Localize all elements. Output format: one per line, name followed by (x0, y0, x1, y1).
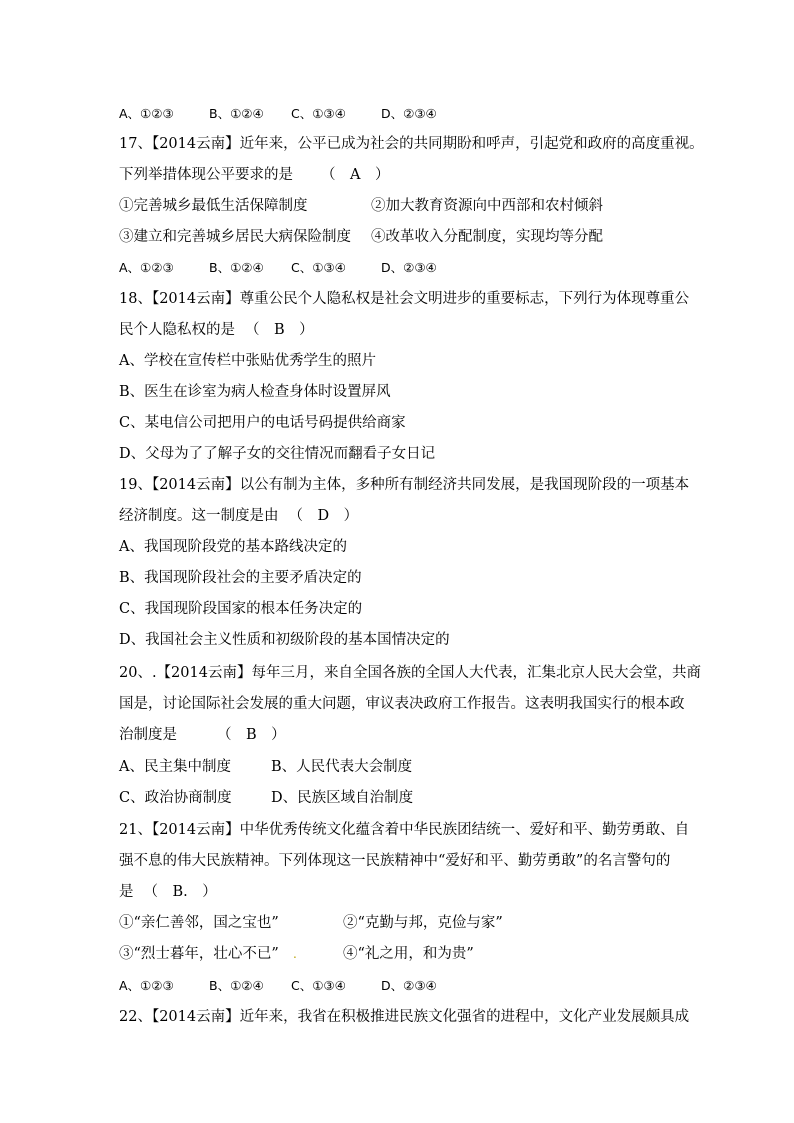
q19-option-b: B、我国现阶段社会的主要矛盾决定的 (119, 570, 362, 586)
q20-option-c: C、政治协商制度 (119, 790, 232, 806)
q17-item4: ④改革收入分配制度，实现均等分配 (371, 229, 603, 245)
q17-option-d: D、②③④ (381, 260, 437, 275)
q21-stray-mark: . (293, 947, 297, 961)
q21-stem-text: 是 (119, 884, 134, 900)
q18-option-b: B、医生在诊室为病人检查身体时设置屏风 (119, 384, 391, 400)
q18-option-d: D、父母为了了解子女的交往情况而翻看子女日记 (119, 446, 436, 462)
q17-item2: ②加大教育资源向中西部和农村倾斜 (371, 198, 603, 214)
q21-stem-line3 (119, 882, 217, 902)
q21-stem-line2: 强不息的伟大民族精神。下列体现这一民族精神中“爱好和平、勤劳勇敢”的名言警句的 (119, 853, 671, 869)
q21-item1: ①“亲仁善邻，国之宝也” (119, 915, 279, 931)
q21-item3: ③“烈士暮年，壮心不已” (119, 946, 279, 962)
q19-stem-text: 经济制度。这一制度是由 (119, 508, 279, 524)
q20-option-b: B、人民代表大会制度 (271, 759, 413, 775)
q21-option-d: D、②③④ (381, 978, 437, 993)
q18-stem-line1: 18、【2014云南】尊重公民个人隐私权是社会文明进步的重要标志，下列行为体现尊重公 (119, 291, 690, 307)
q20-stem-line2: 国是，讨论国际社会发展的重大问题，审议表决政府工作报告。这表明我国实行的根本政 (119, 696, 685, 712)
q20-stem-line3 (119, 725, 286, 745)
q17-stem-text: 下列举措体现公平要求的是 (119, 167, 293, 183)
q17-option-c: C、①③④ (291, 260, 346, 275)
q21-answer: （ B. ） (143, 884, 217, 900)
q21-option-b: B、①②④ (209, 978, 264, 993)
q16-option-a: A、①②③ (119, 106, 174, 121)
q21-option-a: A、①②③ (119, 978, 174, 993)
q16-option-c: C、①③④ (291, 106, 346, 121)
q20-stem-line1: 20、.【2014云南】每年三月，来自全国各族的全国人大代表，汇集北京人民大会堂，共商 (119, 665, 701, 681)
q17-item1: ①完善城乡最低生活保障制度 (119, 198, 308, 214)
q21-item4: ④“礼之用，和为贵” (343, 946, 474, 962)
q17-stem-line1: 17、【2014云南】近年来，公平已成为社会的共同期盼和呼声，引起党和政府的高度重视。 (119, 136, 704, 152)
q17-answer: （ A ） (321, 167, 390, 183)
q19-stem-line1: 19、【2014云南】以公有制为主体，多种所有制经济共同发展，是我国现阶段的一项基本 (119, 477, 690, 493)
q17-stem-line2 (119, 165, 389, 185)
q22-stem-line1: 22、【2014云南】近年来，我省在积极推进民族文化强省的进程中，文化产业发展颇具成 (119, 1009, 690, 1025)
q19-stem-line2 (119, 506, 358, 526)
q16-option-b: B、①②④ (209, 106, 264, 121)
q21-stem-line1: 21、【2014云南】中华优秀传统文化蕴含着中华民族团结统一、爱好和平、勤劳勇敢、自 (119, 822, 690, 838)
q16-option-d: D、②③④ (381, 106, 437, 121)
q20-stem-text: 治制度是 (119, 727, 177, 743)
q18-stem-line2 (119, 320, 314, 340)
q18-answer: （ B ） (245, 322, 314, 338)
q19-option-d: D、我国社会主义性质和初级阶段的基本国情决定的 (119, 632, 450, 648)
q21-item2: ②“克勤与邦，克俭与家” (343, 915, 503, 931)
q21-option-c: C、①③④ (291, 978, 346, 993)
q19-option-c: C、我国现阶段国家的根本任务决定的 (119, 601, 363, 617)
q19-answer: （ D ） (288, 508, 359, 524)
q17-option-a: A、①②③ (119, 260, 174, 275)
q18-stem-text: 民个人隐私权的是 (119, 322, 235, 338)
q18-option-a: A、学校在宣传栏中张贴优秀学生的照片 (119, 353, 376, 369)
q20-answer: （ B ） (217, 727, 286, 743)
q20-option-d: D、民族区域自治制度 (271, 790, 414, 806)
q17-item3: ③建立和完善城乡居民大病保险制度 (119, 229, 351, 245)
q19-option-a: A、我国现阶段党的基本路线决定的 (119, 539, 347, 555)
q20-option-a: A、民主集中制度 (119, 759, 231, 775)
q18-option-c: C、某电信公司把用户的电话号码提供给商家 (119, 415, 406, 431)
q17-option-b: B、①②④ (209, 260, 264, 275)
